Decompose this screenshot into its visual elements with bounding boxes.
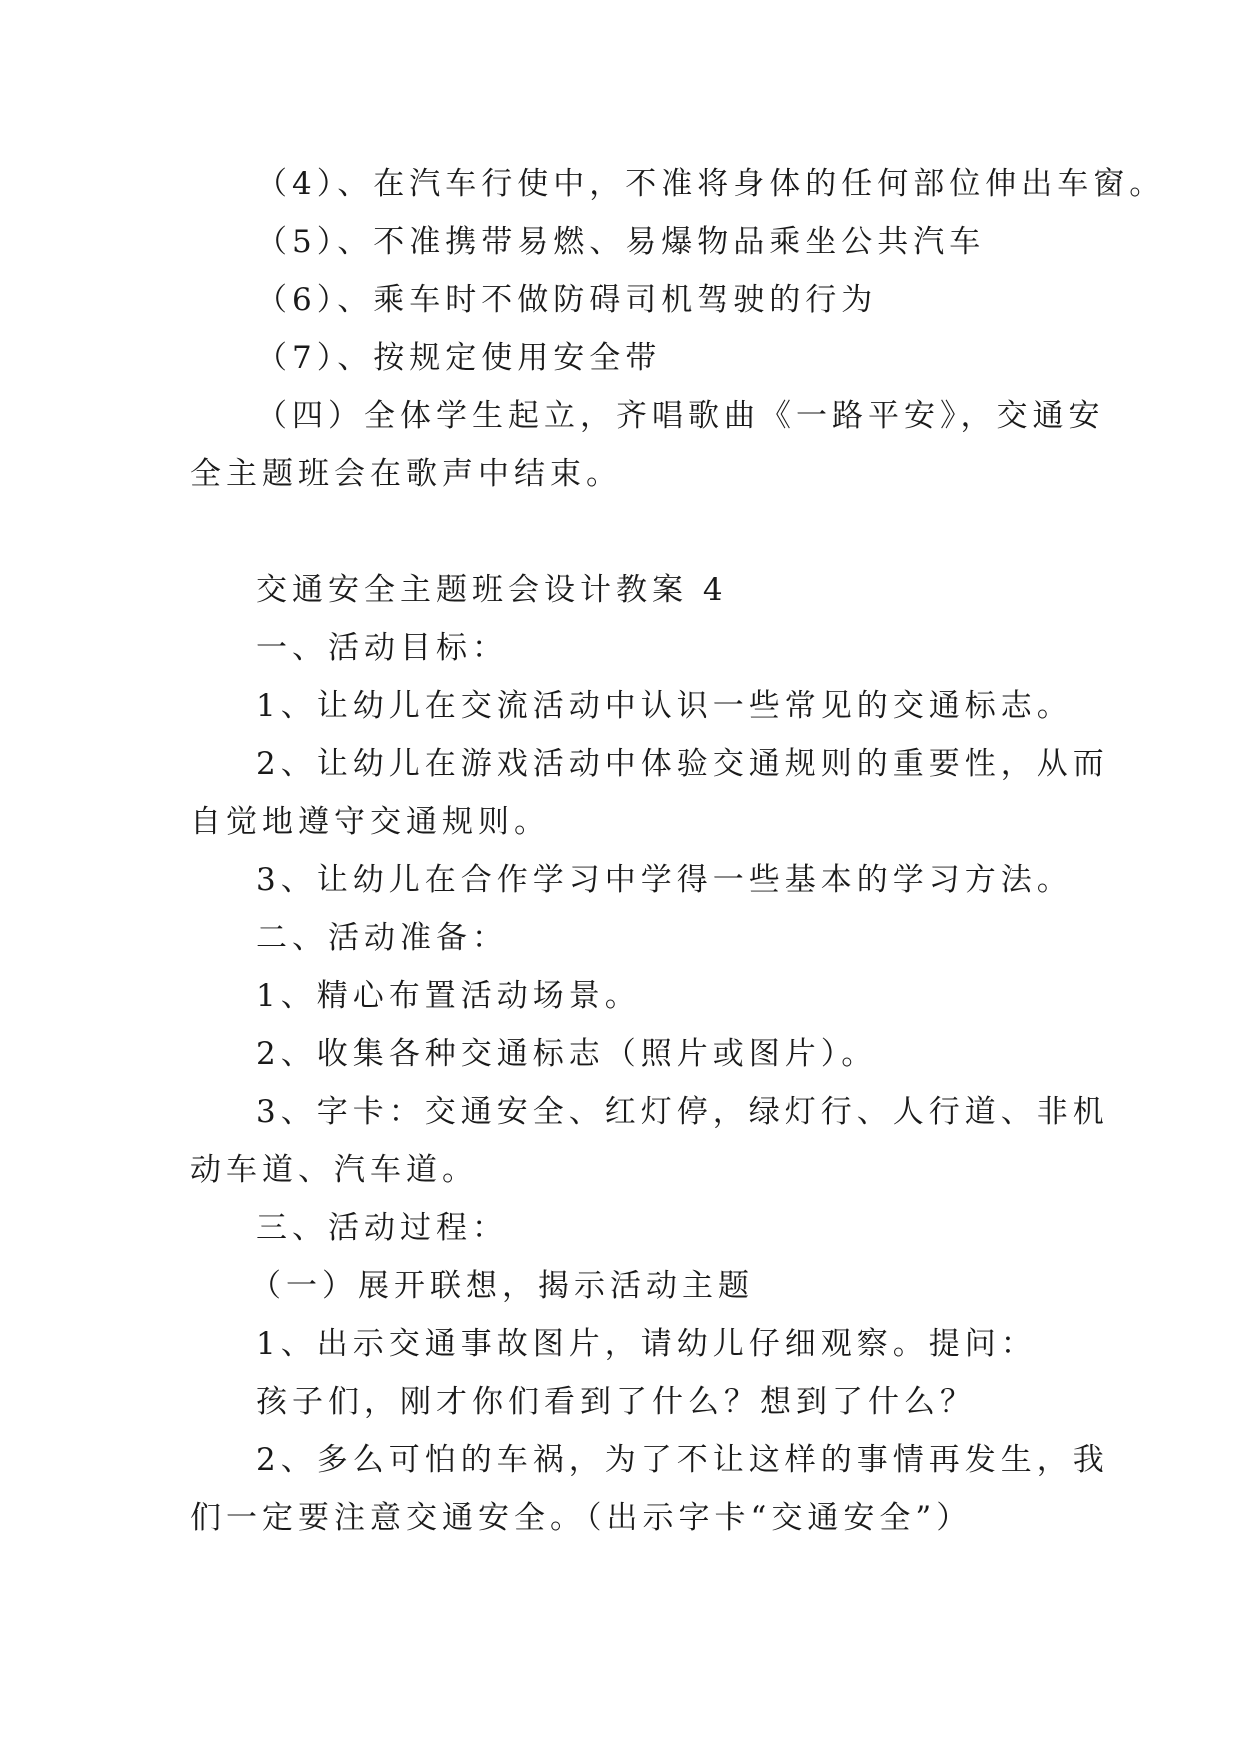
process-step-2-line-1: 2、多么可怕的车祸，为了不让这样的事情再发生，我 [256, 1442, 1109, 1478]
goal-1: 1、让幼儿在交流活动中认识一些常见的交通标志。 [256, 688, 1073, 724]
process-step-2-line-2: 们一定要注意交通安全。（出示字卡“交通安全”） [190, 1500, 973, 1536]
prep-3-line-1: 3、字卡：交通安全、红灯停，绿灯行、人行道、非机 [256, 1094, 1109, 1130]
document-body [190, 155, 1166, 1547]
rule-7: （7）、按规定使用安全带 [256, 340, 662, 376]
process-heading: 三、活动过程： [256, 1210, 508, 1246]
section-title: 交通安全主题班会设计教案 4 [256, 572, 728, 608]
closing-line-2: 全主题班会在歌声中结束。 [190, 456, 622, 492]
prep-1: 1、精心布置活动场景。 [256, 978, 641, 1014]
process-question: 孩子们，刚才你们看到了什么？想到了什么？ [256, 1384, 976, 1420]
prep-3-line-2: 动车道、汽车道。 [190, 1152, 478, 1188]
rule-4: （4）、在汽车行使中，不准将身体的任何部位伸出车窗。 [256, 166, 1166, 202]
rule-6: （6）、乘车时不做防碍司机驾驶的行为 [256, 282, 878, 318]
section-gap [190, 503, 1060, 561]
prep-heading: 二、活动准备： [256, 920, 508, 956]
goals-heading: 一、活动目标： [256, 630, 508, 666]
closing-line-1: （四）全体学生起立，齐唱歌曲《一路平安》，交通安 [256, 398, 1105, 434]
rule-5: （5）、不准携带易燃、易爆物品乘坐公共汽车 [256, 224, 986, 260]
goal-2-line-1: 2、让幼儿在游戏活动中体验交通规则的重要性，从而 [256, 746, 1109, 782]
prep-2: 2、收集各种交通标志（照片或图片）。 [256, 1036, 878, 1072]
process-step-1: 1、出示交通事故图片，请幼儿仔细观察。提问： [256, 1326, 1037, 1362]
goal-2-line-2: 自觉地遵守交通规则。 [190, 804, 550, 840]
goal-3: 3、让幼儿在合作学习中学得一些基本的学习方法。 [256, 862, 1073, 898]
process-subheading-1: （一）展开联想，揭示活动主题 [250, 1268, 754, 1304]
